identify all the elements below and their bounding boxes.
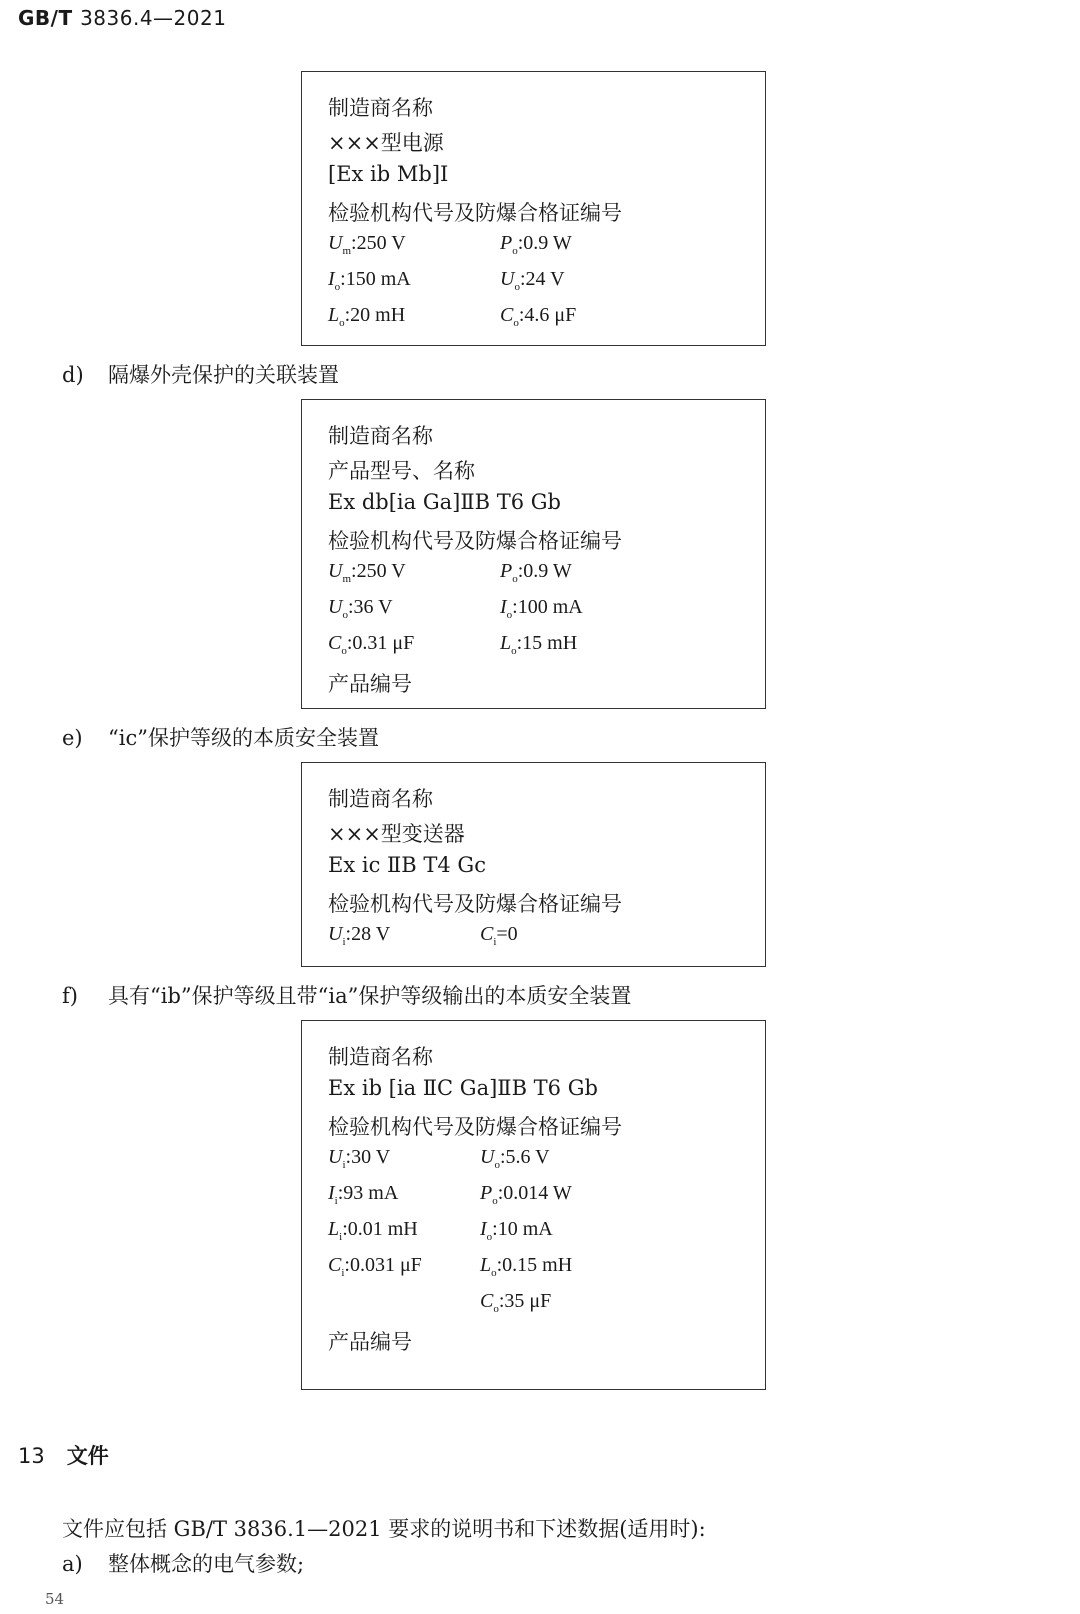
box-line: Ex db[ia Ga]ⅡB T6 Gb bbox=[328, 490, 561, 514]
param: $C_o:0.31$ μF bbox=[328, 632, 415, 657]
param: $L_o:15$ mH bbox=[500, 632, 578, 657]
box-line: Ex ic ⅡB T4 Gc bbox=[328, 853, 486, 877]
box-line: Ex ib [ia ⅡC Ga]ⅡB T6 Gb bbox=[328, 1076, 598, 1100]
param: $L_i:0.01$ mH bbox=[328, 1218, 418, 1243]
param: $P_o:0.9$ W bbox=[500, 232, 572, 257]
param: $I_o:100$ mA bbox=[500, 596, 583, 621]
box-line: [Ex ib Mb]Ⅰ bbox=[328, 162, 449, 186]
box-line: ×××型电源 bbox=[328, 131, 444, 155]
param: $U_m:250$ V bbox=[328, 560, 406, 585]
box-line: 检验机构代号及防爆合格证编号 bbox=[328, 1115, 622, 1139]
param: $I_o:10$ mA bbox=[480, 1218, 553, 1243]
box-line: ×××型变送器 bbox=[328, 822, 465, 846]
param: $U_i:30$ V bbox=[328, 1146, 391, 1171]
param: $C_o:4.6$ μF bbox=[500, 304, 577, 329]
box-line: 制造商名称 bbox=[328, 787, 433, 811]
box-line: 制造商名称 bbox=[328, 1045, 433, 1069]
page-number: 54 bbox=[45, 1590, 65, 1608]
standard-prefix: GB/T bbox=[18, 6, 73, 30]
box-footer: 产品编号 bbox=[328, 672, 412, 696]
list-item-a bbox=[62, 1548, 304, 1578]
param: $U_i:28$ V bbox=[328, 923, 391, 948]
list-marker: d) bbox=[62, 363, 84, 387]
param: $U_o:5.6$ V bbox=[480, 1146, 550, 1171]
list-marker: f) bbox=[62, 984, 78, 1008]
section-title: 文件 bbox=[66, 1444, 109, 1468]
list-item-e bbox=[62, 722, 379, 752]
param: $P_o:0.9$ W bbox=[500, 560, 572, 585]
box-line: 制造商名称 bbox=[328, 424, 433, 448]
marking-box-flameproof bbox=[301, 399, 766, 709]
list-text: 隔爆外壳保护的关联装置 bbox=[108, 363, 339, 387]
document-code bbox=[18, 6, 226, 30]
marking-box-ic bbox=[301, 762, 766, 967]
body-paragraph: 文件应包括 GB/T 3836.1—2021 要求的说明书和下述数据(适用时): bbox=[62, 1517, 706, 1541]
box-line: 制造商名称 bbox=[328, 96, 433, 120]
param: $I_i:93$ mA bbox=[328, 1182, 399, 1207]
param: $P_o:0.014$ W bbox=[480, 1182, 572, 1207]
list-marker: a) bbox=[62, 1552, 83, 1576]
list-text: 整体概念的电气参数; bbox=[108, 1552, 305, 1576]
list-item-f bbox=[62, 980, 631, 1010]
param: $U_o:24$ V bbox=[500, 268, 565, 293]
box-footer: 产品编号 bbox=[328, 1330, 412, 1354]
param: $C_o:35$ μF bbox=[480, 1290, 552, 1315]
param: $L_o:20$ mH bbox=[328, 304, 406, 329]
param: $I_o:150$ mA bbox=[328, 268, 411, 293]
box-line: 检验机构代号及防爆合格证编号 bbox=[328, 892, 622, 916]
list-text: 具有“ib”保护等级且带“ia”保护等级输出的本质安全装置 bbox=[108, 984, 632, 1008]
param: $C_i=0$ bbox=[480, 923, 518, 948]
param: $C_i:0.031$ μF bbox=[328, 1254, 422, 1279]
box-line: 检验机构代号及防爆合格证编号 bbox=[328, 529, 622, 553]
param: $U_m:250$ V bbox=[328, 232, 406, 257]
list-item-d bbox=[62, 359, 339, 389]
param: $L_o:0.15$ mH bbox=[480, 1254, 573, 1279]
standard-number: 3836.4—2021 bbox=[80, 6, 227, 30]
box-line: 检验机构代号及防爆合格证编号 bbox=[328, 201, 622, 225]
section-number: 13 bbox=[18, 1444, 45, 1468]
list-marker: e) bbox=[62, 726, 83, 750]
section-heading bbox=[18, 1440, 109, 1470]
marking-box-ib-ia bbox=[301, 1020, 766, 1390]
box-line: 产品型号、名称 bbox=[328, 459, 475, 483]
param: $U_o:36$ V bbox=[328, 596, 393, 621]
marking-box-power-supply bbox=[301, 71, 766, 346]
list-text: “ic”保护等级的本质安全装置 bbox=[108, 726, 379, 750]
